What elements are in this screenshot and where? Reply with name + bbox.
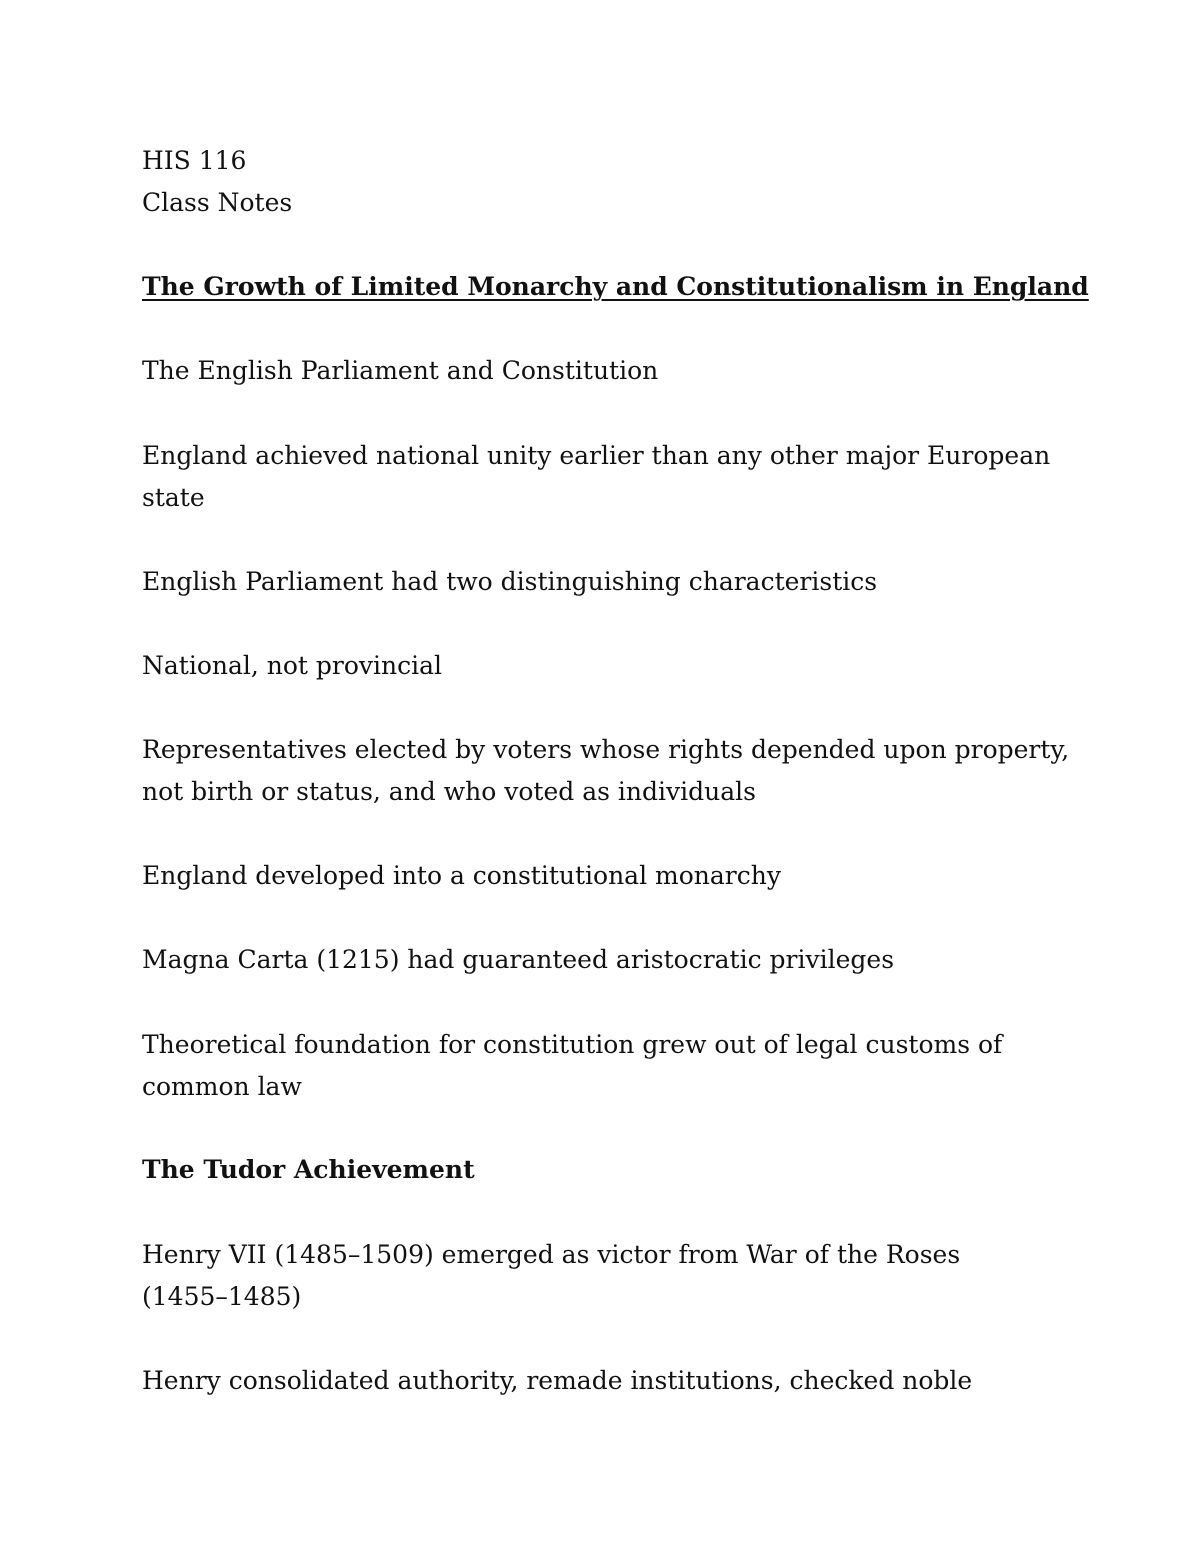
note-line: Henry VII (1485–1509) emerged as victor from War of the Roses (142, 1240, 961, 1269)
course-code: HIS 116 (142, 146, 247, 175)
document-title: The Growth of Limited Monarchy and Constitutionalism in England (142, 272, 1089, 301)
note-line: Magna Carta (1215) had guaranteed aristocratic privileges (142, 945, 895, 974)
note-line: Representatives elected by voters whose rights depended upon property, (142, 735, 1070, 764)
note-line: England developed into a constitutional monarchy (142, 861, 781, 890)
note-line: National, not provincial (142, 651, 443, 680)
note-line: common law (142, 1072, 302, 1101)
note-line: English Parliament had two distinguishing characteristics (142, 567, 878, 596)
section-heading-parliament: The English Parliament and Constitution (142, 356, 659, 385)
note-line: Theoretical foundation for constitution grew out of legal customs of (142, 1030, 1003, 1059)
note-line: state (142, 483, 205, 512)
note-line: not birth or status, and who voted as individuals (142, 777, 756, 806)
note-line: (1455–1485) (142, 1282, 302, 1311)
note-line: England achieved national unity earlier than any other major European (142, 441, 1051, 470)
section-heading-tudor: The Tudor Achievement (142, 1155, 475, 1184)
note-line: Henry consolidated authority, remade institutions, checked noble (142, 1366, 973, 1395)
notes-subtitle: Class Notes (142, 188, 293, 217)
